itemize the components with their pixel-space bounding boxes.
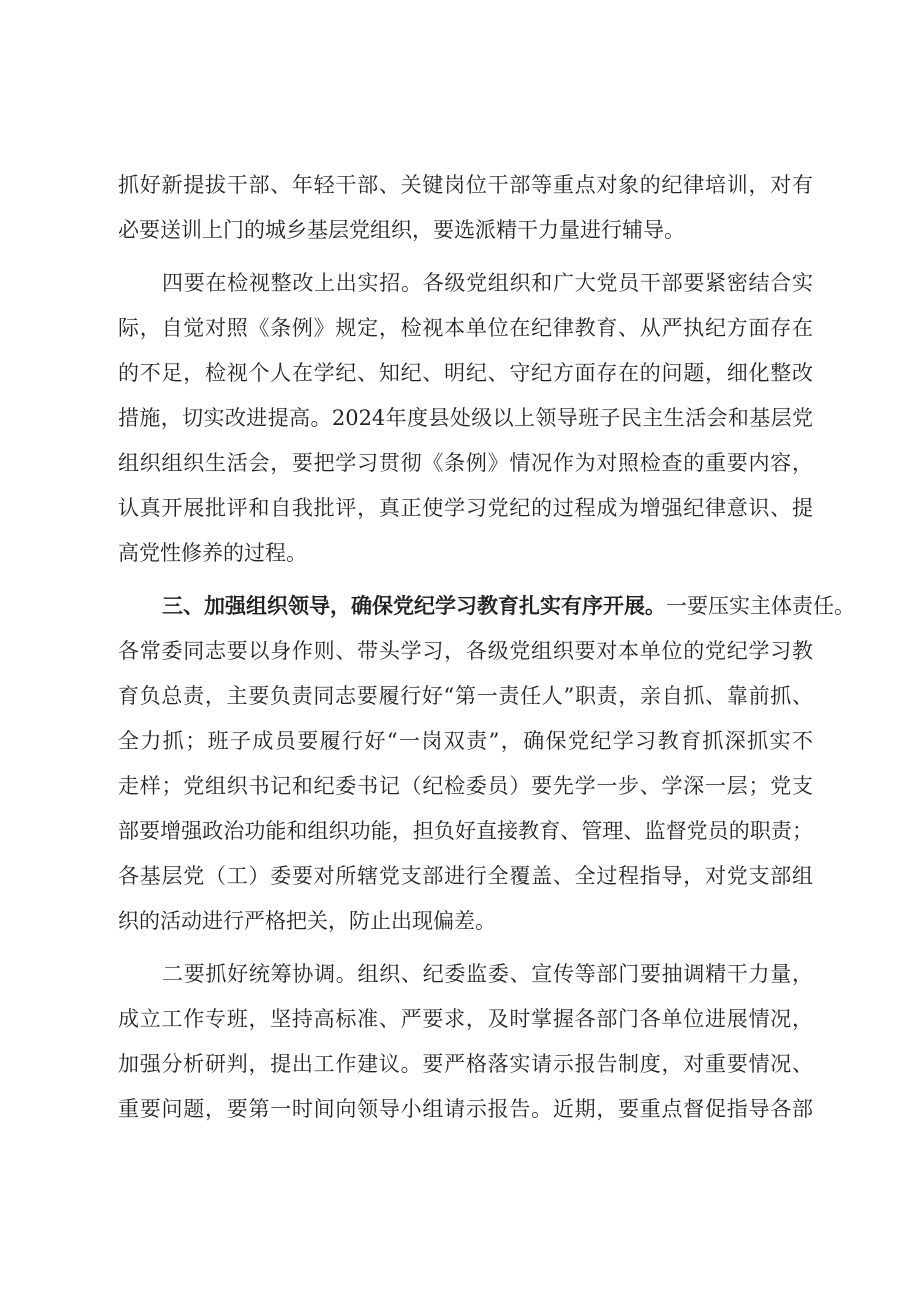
text-line: 重要问题，要第一时间向领导小组请示报告。近期，要重点督促指导各部: [118, 1097, 813, 1121]
text-line: 部要增强政治功能和组织功能，担负好直接教育、管理、监督党员的职责；: [118, 819, 813, 843]
section-heading: 三、加强组织领导，确保党纪学习教育扎实有序开展。: [162, 594, 666, 618]
text-line: 各基层党（工）委要对所辖党支部进行全覆盖、全过程指导，对党支部组: [118, 864, 813, 888]
text-line: 加强分析研判，提出工作建议。要严格落实请示报告制度，对重要情况、: [118, 1052, 813, 1076]
text-line: 成立工作专班，坚持高标准、严要求，及时掌握各部门各单位进展情况，: [118, 1007, 813, 1031]
text-line: 的不足，检视个人在学纪、知纪、明纪、守纪方面存在的问题，细化整改: [118, 361, 813, 385]
text-line: 育负总责，主要负责同志要履行好“第一责任人”职责，亲自抓、靠前抓、: [118, 684, 813, 708]
text-line: 际，自觉对照《条例》规定，检视本单位在纪律教育、从严执纪方面存在: [118, 316, 813, 340]
text-line: 必要送训上门的城乡基层党组织，要选派精干力量进行辅导。: [118, 218, 685, 242]
text-line: 织的活动进行严格把关，防止出现偏差。: [118, 909, 496, 933]
text-line: 二要抓好统筹协调。组织、纪委监委、宣传等部门要抽调精干力量，: [162, 962, 813, 986]
heading-tail: 一要压实主体责任。: [666, 594, 855, 618]
text-line: 四要在检视整改上出实招。各级党组织和广大党员干部要紧密结合实: [162, 271, 813, 295]
paragraph: [118, 952, 813, 1132]
paragraph: [118, 163, 813, 253]
heading-line: [118, 584, 855, 629]
document-body: [118, 163, 855, 1132]
text-line: 走样；党组织书记和纪委书记（纪检委员）要先学一步、学深一层；党支: [118, 774, 813, 798]
text-line: 抓好新提拔干部、年轻干部、关键岗位干部等重点对象的纪律培训，对有: [118, 173, 813, 197]
paragraph: [118, 261, 813, 576]
text-line: 组织组织生活会，要把学习贯彻《条例》情况作为对照检查的重要内容，: [118, 451, 813, 475]
text-line: 全力抓；班子成员要履行好“一岗双责”，确保党纪学习教育抓深抓实不: [118, 729, 813, 753]
text-line: 各常委同志要以身作则、带头学习，各级党组织要对本单位的党纪学习教: [118, 639, 813, 663]
text-line: 认真开展批评和自我批评，真正使学习党纪的过程成为增强纪律意识、提: [118, 496, 813, 520]
paragraph: [118, 584, 855, 944]
text-line: 措施，切实改进提高。2024年度县处级以上领导班子民主生活会和基层党: [118, 406, 813, 430]
text-line: 高党性修养的过程。: [118, 541, 307, 565]
